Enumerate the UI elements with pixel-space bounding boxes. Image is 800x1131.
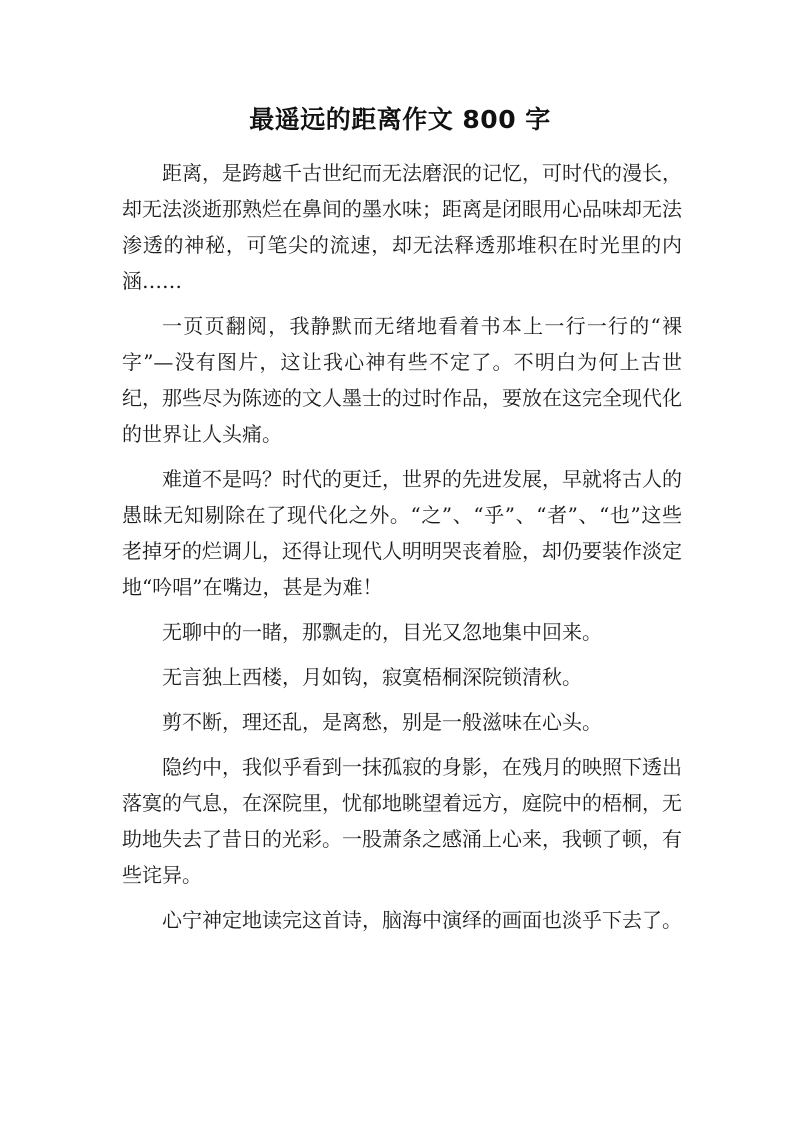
paragraph: 无言独上西楼，月如钩，寂寞梧桐深院锁清秋。 (162, 665, 582, 689)
document-body (122, 155, 682, 947)
paragraph: 剪不断，理还乱，是离愁，别是一般滋味在心头。 (162, 710, 602, 734)
paragraph: 难道不是吗？时代的更迁，世界的先进发展，早就将古人的愚昧无知剔除在了现代化之外。“之”、“乎”、“者”、“也”这些老掉牙的烂调儿，还得让现代人明明哭丧着脸，却仍要装作淡定地“吟唱”在嘴边，甚是为难！ (122, 467, 682, 599)
paragraph: 隐约中，我似乎看到一抹孤寂的身影，在残月的映照下透出落寞的气息，在深院里，忧郁地眺望着远方，庭院中的梧桐，无助地失去了昔日的光彩。一股萧条之感涌上心来，我顿了顿，有些诧异。 (122, 755, 682, 887)
paragraph: 一页页翻阅，我静默而无绪地看着书本上一行一行的“裸字”—没有图片，这让我心神有些不定了。不明白为何上古世纪，那些尽为陈迹的文人墨士的过时作品，要放在这完全现代化的世界让人头痛。 (122, 314, 682, 446)
paragraph: 心宁神定地读完这首诗，脑海中演绎的画面也淡乎下去了。 (162, 908, 682, 932)
document-title: 最遥远的距离作文 800 字 (249, 105, 551, 134)
paragraph: 距离，是跨越千古世纪而无法磨泯的记忆，可时代的漫长，却无法淡逝那熟烂在鼻间的墨水味；距离是闭眼用心品味却无法渗透的神秘，可笔尖的流速，却无法释透那堆积在时光里的内涵…… (122, 161, 682, 293)
paragraph: 无聊中的一睹，那飘走的，目光又忽地集中回来。 (162, 620, 602, 644)
